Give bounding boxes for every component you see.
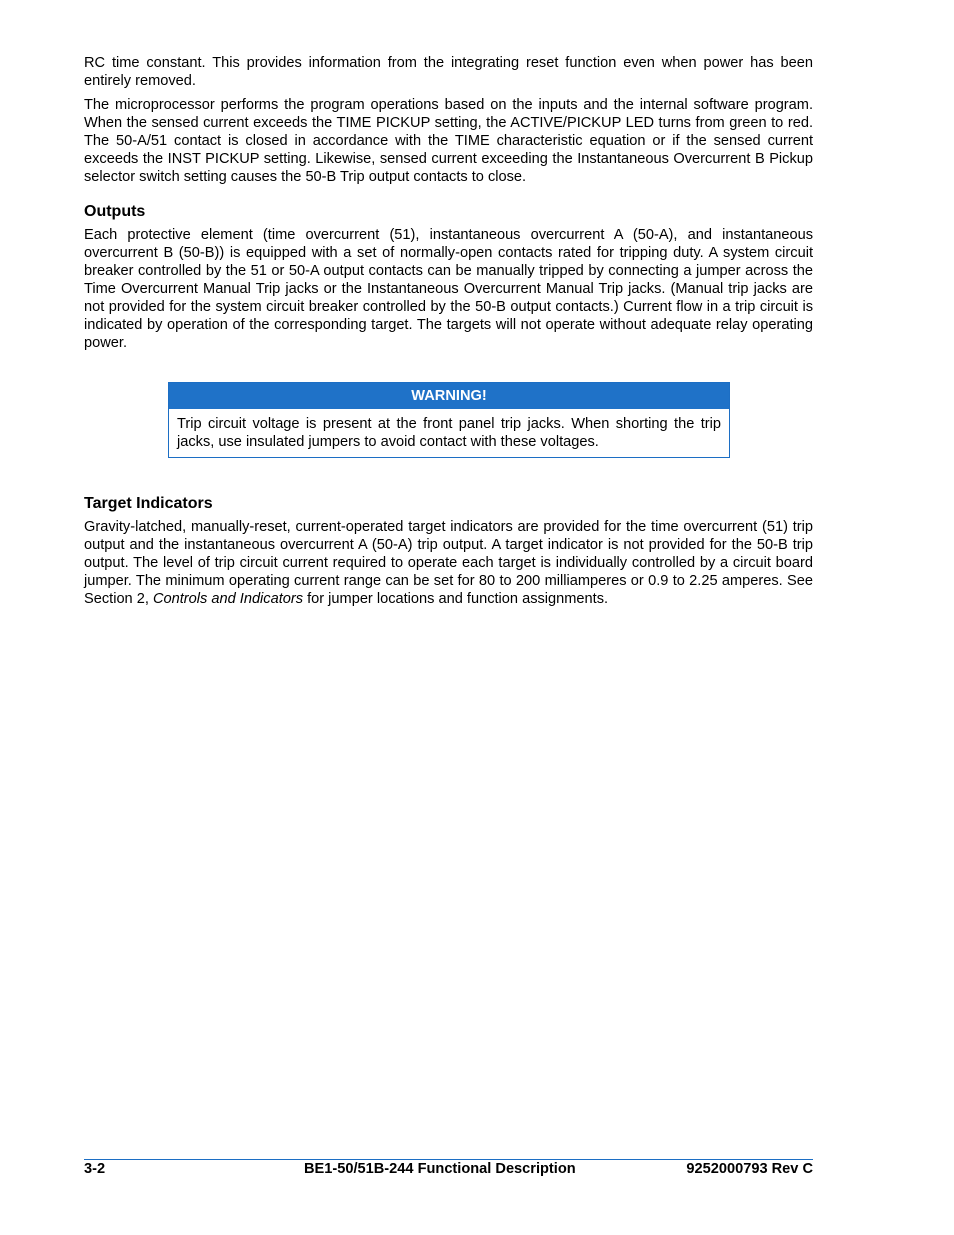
paragraph-rc-time-constant: RC time constant. This provides information from the integrating reset function even when power has been entirely removed. — [84, 55, 813, 89]
document-page — [84, 54, 813, 614]
warning-text: Trip circuit voltage is present at the front panel trip jacks. When shorting the trip jacks, use insulated jumpers to avoid contact with these voltages. — [177, 416, 721, 450]
outputs-paragraph: Each protective element (time overcurrent (51), instantaneous overcurrent A (50-A), and instantaneous overcurrent B (50-B)) is equipped with a set of normally-open contacts rated for tripping duty. A system circuit breaker controlled by the 51 or 50-A output contacts can be manually tripped by connecting a jumper across the Time Overcurrent Manual Trip jacks or the Instantaneous Overcurrent Manual Trip jacks. (Manual trip jacks are not provided for the system circuit breaker controlled by the 50-B output contacts.) Current flow in a trip circuit is indicated by operation of the corresponding target. The targets will not operate without adequate relay operating power. — [84, 227, 813, 351]
footer-document-number: 9252000793 Rev C — [686, 1161, 813, 1177]
controls-and-indicators-reference: Controls and Indicators — [152, 591, 304, 607]
paragraph-microprocessor: The microprocessor performs the program operations based on the inputs and the internal software program. When the sensed current exceeds the TIME PICKUP setting, the ACTIVE/PICKUP LED turns from green to red. The 50-A/51 contact is closed in accordance with the TIME characteristic equation or if the sensed current exceeds the INST PICKUP setting. Likewise, sensed current exceeding the Instantaneous Overcurrent B Pickup selector switch setting causes the 50-B Trip output contacts to close. — [84, 97, 813, 185]
target-text-after: for jumper locations and function assignments. — [303, 591, 609, 607]
warning-box — [168, 382, 730, 458]
page-footer — [84, 1160, 813, 1178]
target-indicators-heading: Target Indicators — [84, 495, 213, 512]
target-indicators-paragraph — [84, 518, 813, 608]
target-text-before: Gravity-latched, manually-reset, current-operated target indicators are provided for the time overcurrent (51) trip output and the instantaneous overcurrent A (50-A) trip output. A target indicator is not provided for the 50-B trip output. The level of trip circuit current required to operate each target is individually controlled by a circuit board jumper. The minimum operating current range can be set for 80 to 200 milliamperes or 0.9 to 2.25 amperes. See Section 2, — [84, 519, 813, 607]
warning-title: WARNING! — [169, 383, 729, 409]
page-number: 3-2 — [84, 1161, 106, 1177]
outputs-heading: Outputs — [84, 203, 146, 220]
footer-document-title: BE1-50/51B-244 Functional Description — [304, 1161, 576, 1177]
